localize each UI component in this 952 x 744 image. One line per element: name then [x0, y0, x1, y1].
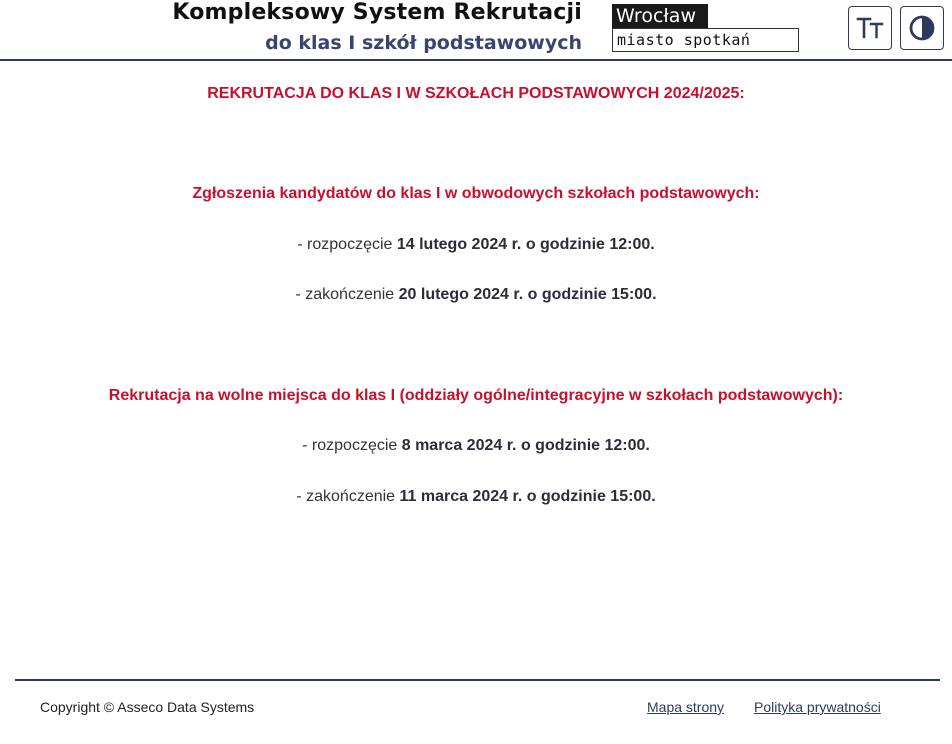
wroclaw-logo[interactable] — [612, 4, 799, 52]
contrast-icon — [908, 14, 936, 42]
section2-end — [0, 488, 952, 506]
section1-end — [0, 286, 952, 304]
section1-end-value: 20 lutego 2024 r. o godzinie 15:00. — [398, 286, 657, 303]
logo-bottom-text: miasto spotkań — [612, 28, 799, 52]
section2-start-value: 8 marca 2024 r. o godzinie 12:00. — [401, 437, 650, 454]
section1-start-prefix: - rozpoczęcie — [297, 236, 397, 253]
section2-end-prefix: - zakończenie — [296, 488, 400, 505]
copyright-text: Copyright © Asseco Data Systems — [40, 699, 255, 715]
logo-top-text: Wrocław — [612, 4, 708, 28]
sitemap-link[interactable]: Mapa strony — [647, 699, 725, 715]
section1-title: Zgłoszenia kandydatów do klas I w obwodowych szkołach podstawowych: — [192, 185, 760, 202]
section2-start — [0, 437, 952, 455]
header — [0, 0, 952, 61]
font-size-button[interactable] — [848, 6, 892, 50]
text-size-icon — [855, 15, 885, 41]
section1-end-prefix: - zakończenie — [295, 286, 399, 303]
privacy-policy-link[interactable]: Polityka prywatności — [754, 699, 881, 715]
section2-title: Rekrutacja na wolne miejsca do klas I (oddziały ogólne/integracyjne w szkołach podstawowych): — [108, 387, 844, 404]
page-heading: REKRUTACJA DO KLAS I W SZKOŁACH PODSTAWOWYCH 2024/2025: — [207, 85, 745, 102]
contrast-button[interactable] — [900, 6, 944, 50]
footer-divider — [15, 679, 940, 681]
section2-start-prefix: - rozpoczęcie — [302, 437, 402, 454]
section1-start — [0, 236, 952, 254]
section2-end-value: 11 marca 2024 r. o godzinie 15:00. — [399, 488, 656, 505]
app-subtitle: do klas I szkół podstawowych — [265, 32, 582, 54]
app-title: Kompleksowy System Rekrutacji — [172, 0, 582, 25]
section1-start-value: 14 lutego 2024 r. o godzinie 12:00. — [396, 236, 655, 253]
